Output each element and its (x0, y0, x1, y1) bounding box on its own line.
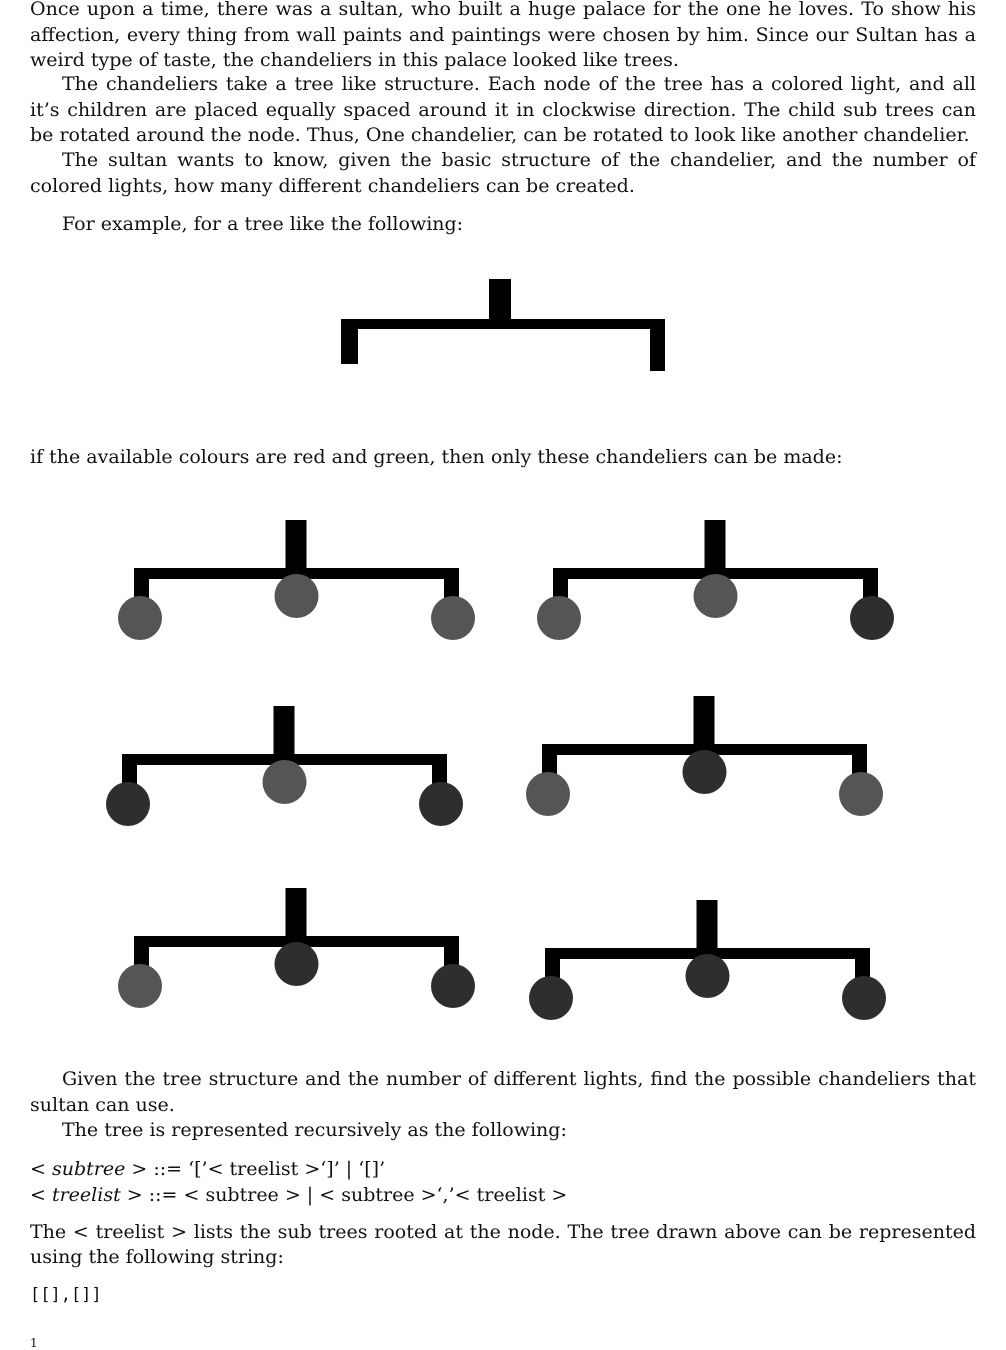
grammar-block (30, 1156, 976, 1208)
chandelier-6 (529, 900, 886, 1020)
input-description (30, 1067, 976, 1305)
light-right (431, 964, 475, 1008)
paragraph-string-intro: The < treelist > lists the sub trees rooted at the node. The tree drawn above can be represented using the following string: (30, 1220, 976, 1268)
example-tree-stem (489, 279, 511, 325)
example-tree-figure (0, 276, 1006, 376)
example-tree-bar (341, 319, 665, 329)
chandelier-1 (118, 520, 475, 640)
chandelier-4 (526, 696, 883, 816)
paragraph-representation: The tree is represented recursively as the following: (62, 1119, 567, 1141)
grammar-lhs-treelist: treelist (51, 1183, 121, 1206)
paragraph-task: Given the tree structure and the number of different lights, find the possible chandeliers that sultan can use. (30, 1068, 976, 1116)
chandelier-2 (537, 520, 894, 640)
grammar-rule-subtree: < subtree > ::= ‘[’< treelist >‘]’ | ‘[]’ (30, 1157, 386, 1180)
grammar-lhs-subtree: subtree (51, 1157, 126, 1180)
grammar-rule-treelist: < treelist > ::= < subtree > | < subtree >‘,’< treelist > (30, 1183, 568, 1206)
light-right (842, 976, 886, 1020)
light-left (526, 772, 570, 816)
chandeliers-figure (0, 500, 1006, 1040)
light-right (431, 596, 475, 640)
paragraph-colours: if the available colours are red and green, then only these chandeliers can be made: (30, 446, 843, 468)
grammar-def-treelist: ::= < subtree > | < subtree >‘,’< treelist > (142, 1183, 568, 1206)
light-left (118, 964, 162, 1008)
chandelier-5 (118, 888, 475, 1008)
light-center (263, 760, 307, 804)
light-left (118, 596, 162, 640)
light-center (683, 750, 727, 794)
example-tree-right-arm (650, 319, 665, 371)
chandeliers-group (106, 520, 894, 1020)
light-left (537, 596, 581, 640)
footnote-mark: 1 (30, 1336, 38, 1350)
example-tree-string: [[],[]] (30, 1284, 102, 1305)
light-left (529, 976, 573, 1020)
chandelier-3 (106, 706, 463, 826)
light-right (839, 772, 883, 816)
paragraph-example-lead: For example, for a tree like the following: (62, 213, 464, 235)
light-left (106, 782, 150, 826)
light-center (275, 574, 319, 618)
light-center (275, 942, 319, 986)
paragraph-question: The sultan wants to know, given the basic structure of the chandelier, and the number of colored lights, how many different chandeliers can be created. (30, 149, 976, 197)
grammar-def-subtree: ::= ‘[’< treelist >‘]’ | ‘[]’ (147, 1157, 386, 1180)
paragraph-structure: The chandeliers take a tree like structure. Each node of the tree has a colored light, and all it’s children are placed equally spaced around it in clockwise direction. The child sub trees can be rotated around the node. Thus, One chandelier, can be rotated to look like another chandelier. (30, 73, 976, 146)
light-center (694, 574, 738, 618)
paragraph-intro: Once upon a time, there was a sultan, who built a huge palace for the one he loves. To show his affection, every thing from wall paints and paintings were chosen by him. Since our Sultan has a weird type of taste, the chandeliers in this palace looked like trees. (30, 0, 976, 71)
light-right (419, 782, 463, 826)
light-center (686, 954, 730, 998)
example-tree-left-arm (341, 319, 358, 364)
light-right (850, 596, 894, 640)
